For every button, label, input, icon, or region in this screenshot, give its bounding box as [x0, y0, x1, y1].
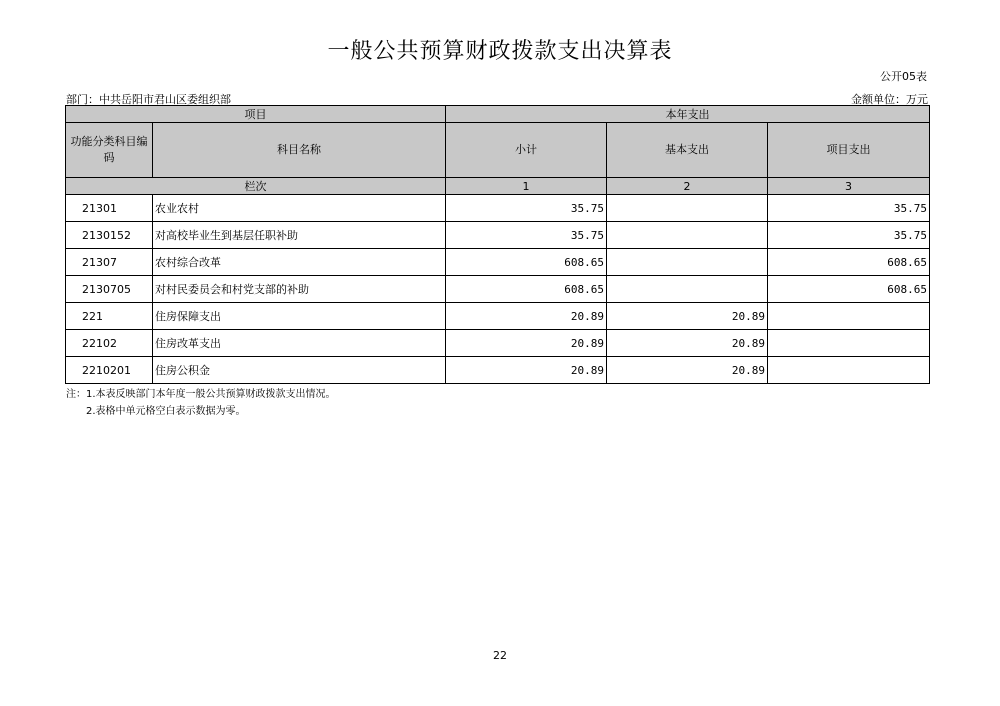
- row-subtotal: 20.89: [446, 357, 607, 384]
- row-name: 住房公积金: [153, 357, 446, 384]
- row-subtotal: 608.65: [446, 276, 607, 303]
- department-label: 部门：中共岳阳市君山区委组织部: [66, 93, 231, 106]
- row-code: 2210201: [66, 357, 153, 384]
- note-line-1: 注：1.本表反映部门本年度一般公共预算财政拨款支出情况。: [66, 389, 336, 400]
- header-column-label: 栏次: [66, 178, 446, 195]
- row-name: 住房保障支出: [153, 303, 446, 330]
- header-subject-name: 科目名称: [153, 123, 446, 178]
- row-project: 608.65: [768, 276, 930, 303]
- table-row: [66, 195, 930, 222]
- row-basic: 20.89: [607, 330, 768, 357]
- row-subtotal: 608.65: [446, 249, 607, 276]
- header-code: 功能分类科目编码: [66, 123, 153, 178]
- row-subtotal: 35.75: [446, 222, 607, 249]
- row-code: 2130705: [66, 276, 153, 303]
- table-row: [66, 222, 930, 249]
- expenditure-table: [65, 105, 930, 384]
- row-code: 2130152: [66, 222, 153, 249]
- header-col-2: 2: [607, 178, 768, 195]
- row-basic: [607, 276, 768, 303]
- page-title: 一般公共预算财政拨款支出决算表: [327, 39, 673, 64]
- unit-label: 金额单位：万元: [851, 93, 928, 106]
- header-row-1: [66, 106, 930, 123]
- row-basic: [607, 222, 768, 249]
- row-code: 22102: [66, 330, 153, 357]
- header-row-3: [66, 178, 930, 195]
- header-project-expense: 项目支出: [768, 123, 930, 178]
- header-row-2: [66, 123, 930, 178]
- row-project: [768, 357, 930, 384]
- row-subtotal: 20.89: [446, 330, 607, 357]
- row-subtotal: 35.75: [446, 195, 607, 222]
- row-basic: [607, 249, 768, 276]
- header-current-year: 本年支出: [446, 106, 930, 123]
- header-project: 项目: [66, 106, 446, 123]
- table-row: [66, 303, 930, 330]
- table-row: [66, 249, 930, 276]
- page-number: 22: [493, 649, 507, 662]
- row-subtotal: 20.89: [446, 303, 607, 330]
- form-number: 公开05表: [880, 70, 927, 83]
- header-col-1: 1: [446, 178, 607, 195]
- row-name: 农村综合改革: [153, 249, 446, 276]
- header-col-3: 3: [768, 178, 930, 195]
- row-name: 农业农村: [153, 195, 446, 222]
- row-basic: [607, 195, 768, 222]
- note-line-2: 2.表格中单元格空白表示数据为零。: [86, 406, 246, 417]
- header-basic: 基本支出: [607, 123, 768, 178]
- table-row: [66, 357, 930, 384]
- table-row: [66, 330, 930, 357]
- row-code: 21307: [66, 249, 153, 276]
- row-project: 608.65: [768, 249, 930, 276]
- row-project: 35.75: [768, 195, 930, 222]
- row-name: 对村民委员会和村党支部的补助: [153, 276, 446, 303]
- row-code: 221: [66, 303, 153, 330]
- row-project: [768, 330, 930, 357]
- row-basic: 20.89: [607, 357, 768, 384]
- row-code: 21301: [66, 195, 153, 222]
- row-name: 住房改革支出: [153, 330, 446, 357]
- row-project: [768, 303, 930, 330]
- row-name: 对高校毕业生到基层任职补助: [153, 222, 446, 249]
- row-project: 35.75: [768, 222, 930, 249]
- table-row: [66, 276, 930, 303]
- header-subtotal: 小计: [446, 123, 607, 178]
- notes: [66, 386, 336, 420]
- row-basic: 20.89: [607, 303, 768, 330]
